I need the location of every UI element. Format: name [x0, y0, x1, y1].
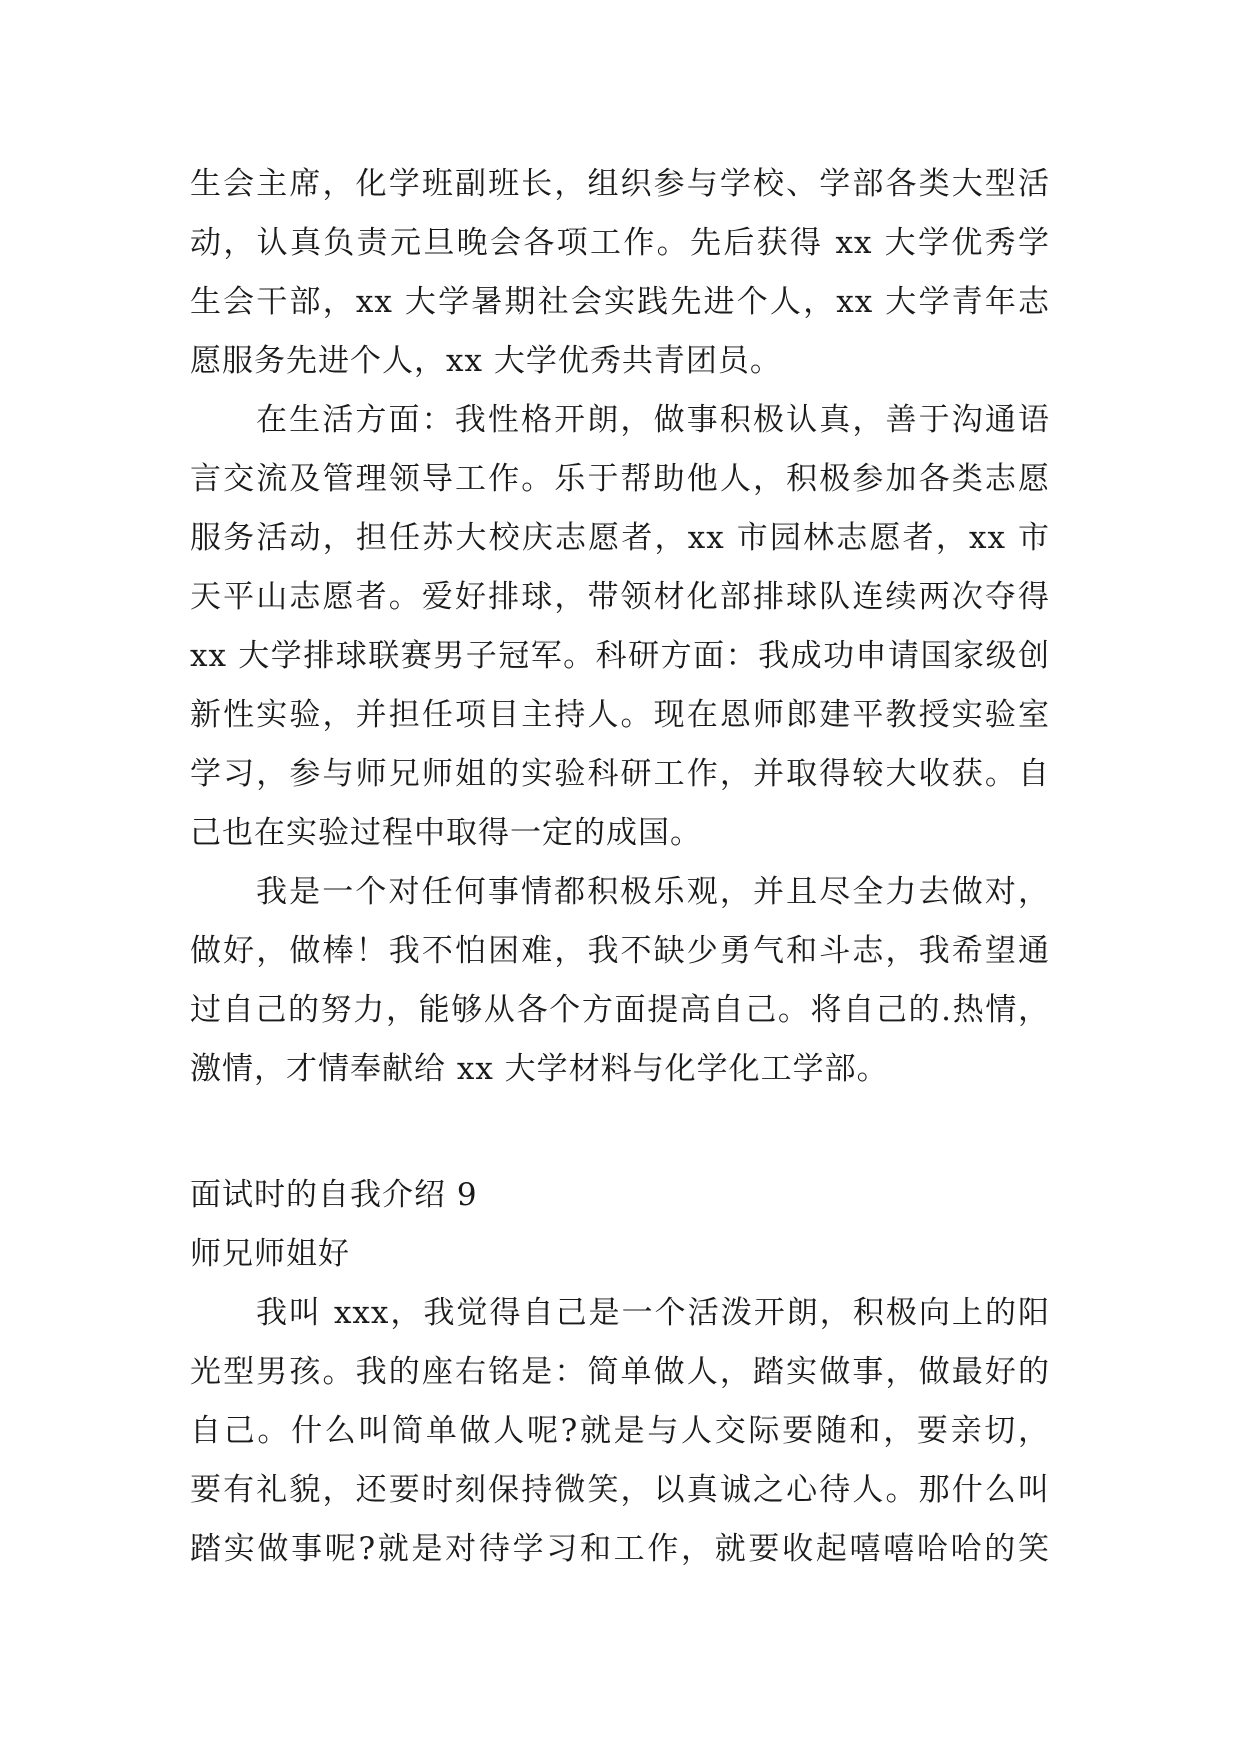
- text-line: xx 大学排球联赛男子冠军。科研方面：我成功申请国家级创: [190, 638, 1050, 674]
- text-line: 踏实做事呢?就是对待学习和工作，就要收起嘻嘻哈哈的笑: [190, 1531, 1050, 1567]
- text-line: 激情，才情奉献给 xx 大学材料与化学化工学部。: [190, 1051, 889, 1087]
- text-line: 做好，做棒！我不怕困难，我不缺少勇气和斗志，我希望通: [190, 933, 1050, 969]
- paragraph-2: [190, 391, 1050, 863]
- paragraph-4: [190, 1284, 1050, 1579]
- greeting: 师兄师姐好: [190, 1236, 350, 1272]
- text-line: 动，认真负责元旦晚会各项工作。先后获得 xx 大学优秀学: [190, 225, 1050, 261]
- paragraph-1: [190, 155, 1050, 391]
- paragraph-3: [190, 863, 1050, 1099]
- text-line: 过自己的努力，能够从各个方面提高自己。将自己的.热情，: [190, 992, 1050, 1028]
- section-title: 面试时的自我介绍 9: [190, 1177, 478, 1213]
- section-spacer: [190, 1099, 1050, 1166]
- text-line: 天平山志愿者。爱好排球，带领材化部排球队连续两次夺得: [190, 579, 1050, 615]
- text-line: 我是一个对任何事情都积极乐观，并且尽全力去做对，: [256, 874, 1050, 910]
- text-line: 服务活动，担任苏大校庆志愿者，xx 市园林志愿者，xx 市: [190, 520, 1050, 556]
- text-line: 己也在实验过程中取得一定的成国。: [190, 815, 702, 851]
- text-line: 要有礼貌，还要时刻保持微笑，以真诚之心待人。那什么叫: [190, 1472, 1050, 1508]
- text-line: 生会主席，化学班副班长，组织参与学校、学部各类大型活: [190, 166, 1050, 202]
- text-line: 新性实验，并担任项目主持人。现在恩师郎建平教授实验室: [190, 697, 1050, 733]
- text-line: 学习，参与师兄师姐的实验科研工作，并取得较大收获。自: [190, 756, 1050, 792]
- text-line: 言交流及管理领导工作。乐于帮助他人，积极参加各类志愿: [190, 461, 1050, 497]
- text-line: 自己。什么叫简单做人呢?就是与人交际要随和，要亲切，: [190, 1413, 1050, 1449]
- document-page: [190, 155, 1050, 1579]
- text-line: 我叫 xxx，我觉得自己是一个活泼开朗，积极向上的阳: [256, 1295, 1050, 1331]
- text-line: 光型男孩。我的座右铭是：简单做人，踏实做事，做最好的: [190, 1354, 1050, 1390]
- text-line: 在生活方面：我性格开朗，做事积极认真，善于沟通语: [256, 402, 1050, 438]
- text-line: 生会干部，xx 大学暑期社会实践先进个人，xx 大学青年志: [190, 284, 1050, 320]
- text-line: 愿服务先进个人，xx 大学优秀共青团员。: [190, 343, 782, 379]
